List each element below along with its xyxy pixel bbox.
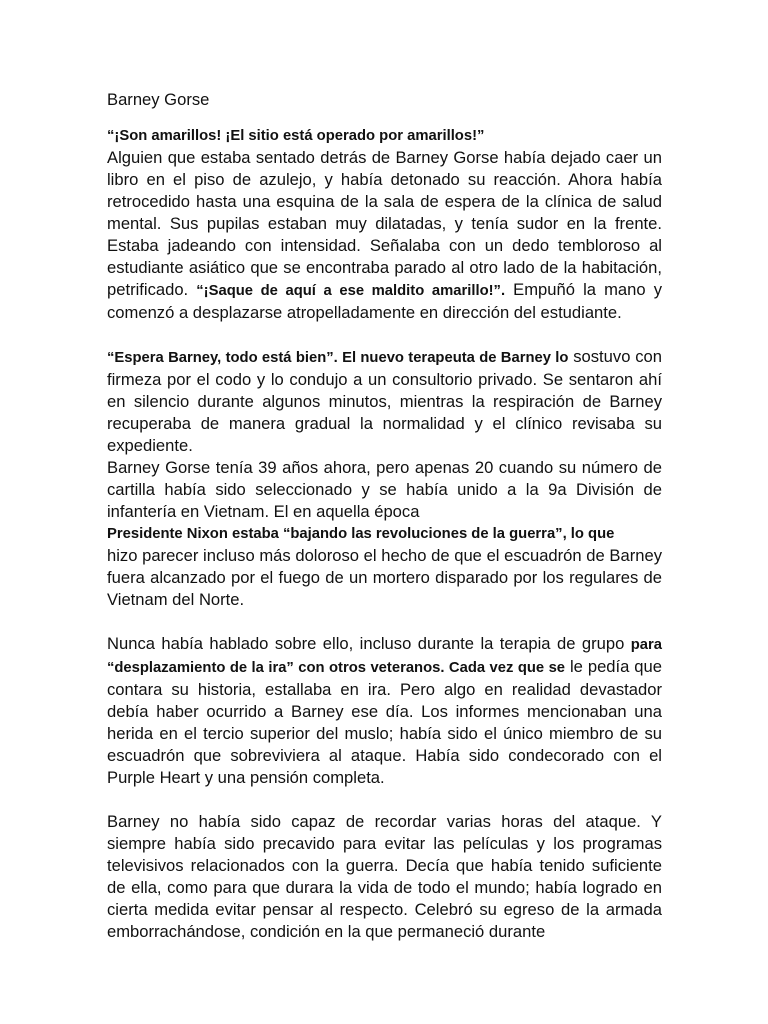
paragraph-1-bold-quote: “¡Saque de aquí a ese maldito amarillo!”.: [196, 283, 506, 299]
paragraph-4: [107, 633, 662, 789]
paragraph-3-text-b: hizo parecer incluso más doloroso el hecho de que el escuadrón de Barney fuera alcanzado por el fuego de un mortero disparado por los regulares de Vietnam del Norte.: [107, 546, 662, 609]
document-page: [107, 89, 662, 943]
paragraph-3-text: Barney Gorse tenía 39 años ahora, pero apenas 20 cuando su número de cartilla había sido seleccionado y se había unido a la 9a División de infantería en Vietnam. El en aquella época: [107, 458, 662, 521]
paragraph-4-text-a: Nunca había hablado sobre ello, incluso durante la terapia de grupo: [107, 634, 631, 653]
paragraph-1-lead-quote: “¡Son amarillos! ¡El sitio está operado por amarillos!”: [107, 128, 485, 144]
document-title: Barney Gorse: [107, 90, 210, 109]
paragraph-4-bold: para “desplazamiento de la ira” con otros veteranos. Cada vez que se: [107, 637, 662, 676]
paragraph-5: Barney no había sido capaz de recordar varias horas del ataque. Y siempre había sido precavido para evitar las películas y los programas televisivos relacionados con la guerra. Decía que había tenido suficiente de ella, como para que durara la vida de todo el mundo; había logrado en cierta medida evitar pensar al respecto. Celebró su egreso de la armada emborrachándose, condición en la que permaneció durante: [107, 812, 662, 941]
paragraph-2-bold: “Espera Barney, todo está bien”. El nuevo terapeuta de Barney lo: [107, 350, 569, 366]
paragraph-2-text: sostuvo con firmeza por el codo y lo condujo a un consultorio privado. Se sentaron ahí en silencio durante algunos minutos, mientras la respiración de Barney recuperaba de manera gradual la normalidad y el clínico revisaba su expediente.: [107, 347, 662, 455]
paragraph-3-bold: Presidente Nixon estaba “bajando las revoluciones de la guerra”, lo que: [107, 526, 615, 542]
paragraph-2: [107, 346, 662, 457]
paragraph-3: [107, 457, 662, 611]
paragraph-1-text-b: Empuñó la mano y comenzó a desplazarse atropelladamente en dirección del estudiante.: [107, 280, 663, 322]
paragraph-4-text-b: le pedía que contara su historia, estallaba en ira. Pero algo en realidad devastador debía haber ocurrido a Barney ese día. Los informes mencionaban una herida en el tercio superior del muslo; había sido el único miembro de su escuadrón que sobreviviera al ataque. Había sido condecorado con el Purple Heart y una pensión completa.: [107, 657, 662, 787]
paragraph-1: [107, 147, 662, 324]
paragraph-1-text-a: Alguien que estaba sentado detrás de Barney Gorse había dejado caer un libro en el piso de azulejo, y había detonado su reacción. Ahora había retrocedido hasta una esquina de la sala de espera de la clínica de salud mental. Sus pupilas estaban muy dilatadas, y tenía sudor en la frente. Estaba jadeando con intensidad. Señalaba con un dedo tembloroso al estudiante asiático que se encontraba parado al otro lado de la habitación, petrificado.: [107, 148, 662, 299]
